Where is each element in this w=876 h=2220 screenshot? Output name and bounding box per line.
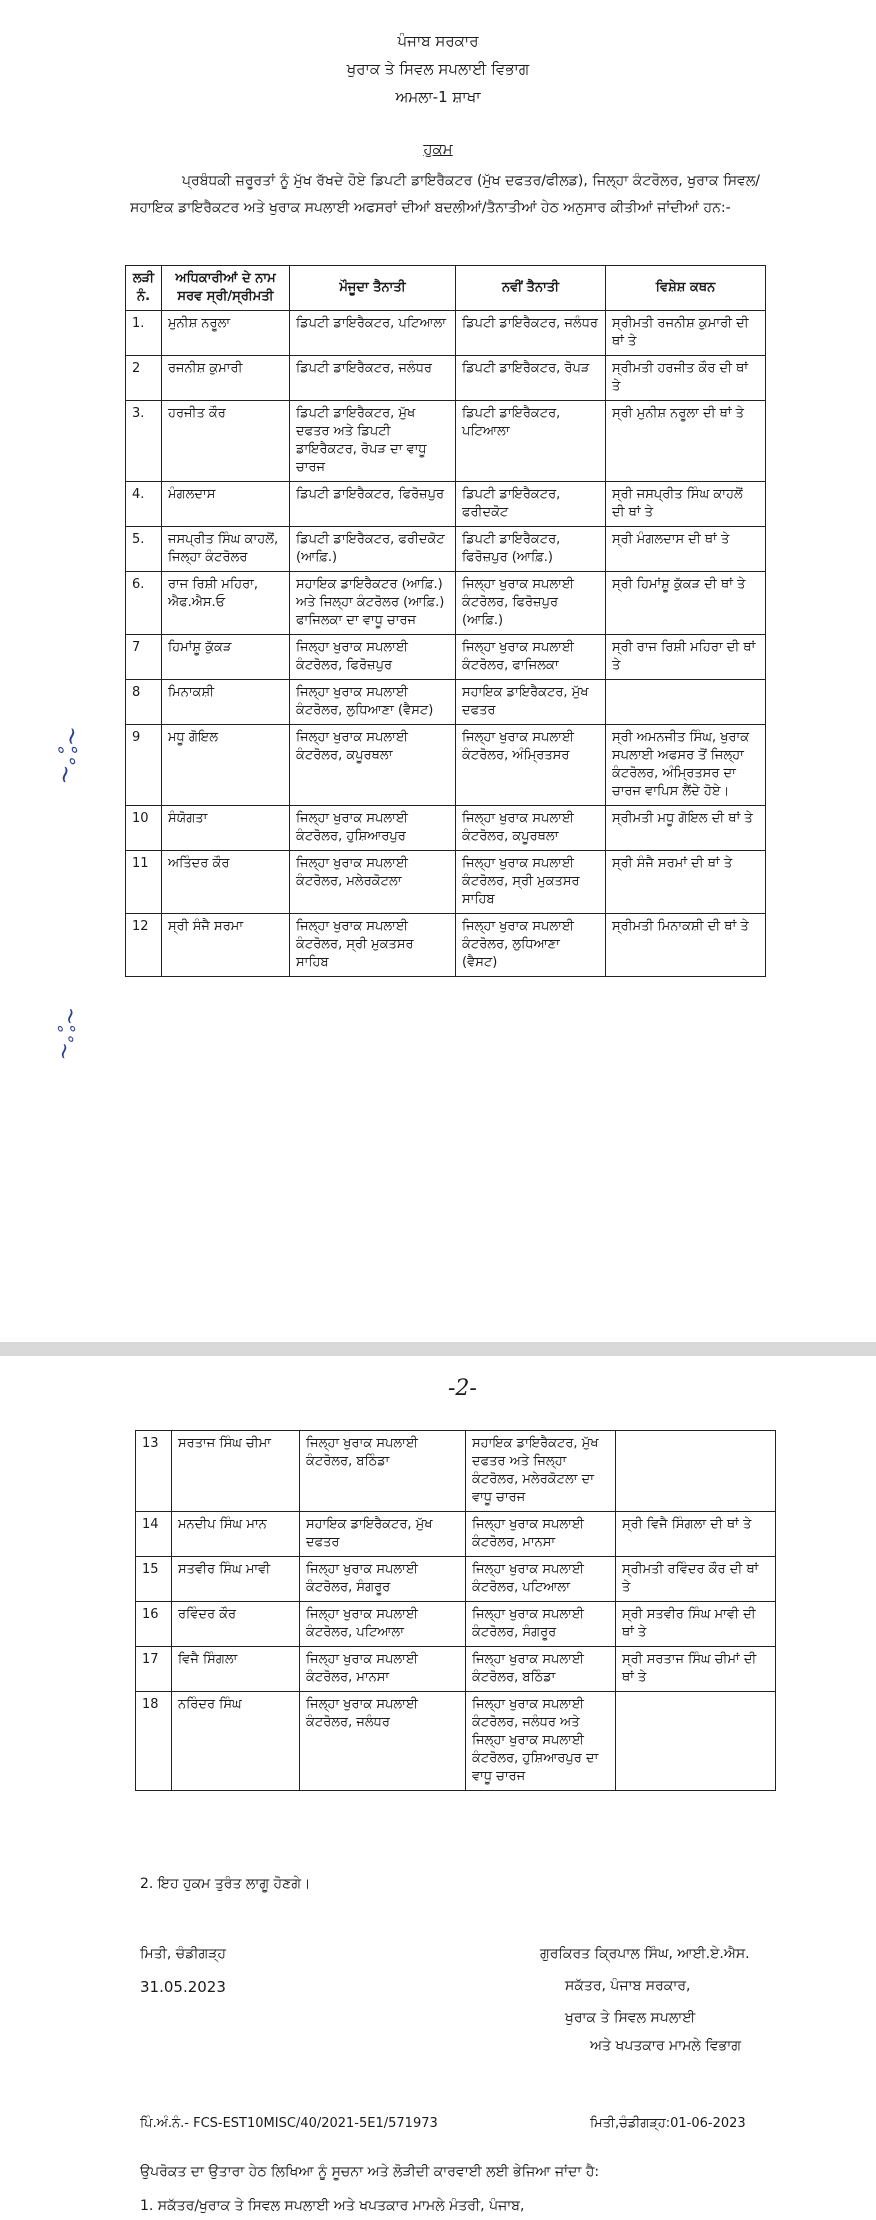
cell-name: ਮਿਨਾਕਸ਼ੀ [162, 680, 290, 725]
cell-name: ਅਤਿੰਦਰ ਕੌਰ [162, 851, 290, 914]
cell-new: ਡਿਪਟੀ ਡਾਇਰੈਕਟਰ, ਫਿਰੋਜ਼ਪੁਰ (ਆਫ਼ਿ.) [456, 527, 606, 572]
cell-remarks: ਸ੍ਰੀ ਸਤਵੀਰ ਸਿੰਘ ਮਾਵੀ ਦੀ ਥਾਂ ਤੇ [616, 1602, 776, 1647]
table-body-page1 [126, 311, 766, 977]
cell-sr: 18 [136, 1692, 172, 1791]
cell-current: ਜਿਲ੍ਹਾ ਖੁਰਾਕ ਸਪਲਾਈ ਕੰਟਰੋਲਰ, ਲੁਧਿਆਣਾ (ਵੈਸਟ) [290, 680, 456, 725]
table-row [126, 806, 766, 851]
cell-name: ਹਿਮਾਂਸ਼ੂ ਕੁੱਕੜ [162, 635, 290, 680]
table-row [126, 725, 766, 806]
cell-current: ਜਿਲ੍ਹਾ ਖੁਰਾਕ ਸਪਲਾਈ ਕੰਟਰੋਲਰ, ਪਟਿਆਲਾ [300, 1602, 466, 1647]
table-header-row [126, 266, 766, 311]
page-number: -2- [448, 1376, 477, 1401]
cell-sr: 16 [136, 1602, 172, 1647]
cell-new: ਡਿਪਟੀ ਡਾਇਰੈਕਟਰ, ਰੋਪੜ [456, 356, 606, 401]
department-name: ਖੁਰਾਕ ਤੇ ਸਿਵਲ ਸਪਲਾਈ ਵਿਭਾਗ [346, 60, 530, 78]
cell-name: ਰਵਿੰਦਰ ਕੌਰ [172, 1602, 300, 1647]
cell-remarks: ਸ੍ਰੀ ਮੁਨੀਸ਼ ਨਰੂਲਾ ਦੀ ਥਾਂ ਤੇ [606, 401, 766, 482]
cell-current: ਜਿਲ੍ਹਾ ਖੁਰਾਕ ਸਪਲਾਈ ਕੰਟਰੋਲਰ, ਸੰਗਰੂਰ [300, 1557, 466, 1602]
cell-sr: 14 [136, 1512, 172, 1557]
cell-name: ਮਨਦੀਪ ਸਿੰਘ ਮਾਨ [172, 1512, 300, 1557]
cell-sr: 15 [136, 1557, 172, 1602]
table-body-page2 [136, 1431, 776, 1791]
cell-new: ਜਿਲ੍ਹਾ ਖੁਰਾਕ ਸਪਲਾਈ ਕੰਟਰੋਲਰ, ਜਲੰਧਰ ਅਤੇ ਜਿਲ੍ਹਾ ਖੁਰਾਕ ਸਪਲਾਈ ਕੰਟਰੋਲਰ, ਹੁਸ਼ਿਆਰਪੁਰ ਦਾ ਵਾਧੂ ਚਾਰਜ [466, 1692, 616, 1791]
table-row [136, 1431, 776, 1512]
cell-new: ਜਿਲ੍ਹਾ ਖੁਰਾਕ ਸਪਲਾਈ ਕੰਟਰੋਲਰ, ਸ੍ਰੀ ਮੁਕਤਸਰ ਸਾਹਿਬ [456, 851, 606, 914]
cell-sr: 6. [126, 572, 162, 635]
cell-name: ਰਾਜ ਰਿਸ਼ੀ ਮਹਿਰਾ, ਐਫ.ਐਸ.ਓ [162, 572, 290, 635]
cell-new: ਡਿਪਟੀ ਡਾਇਰੈਕਟਰ, ਪਟਿਆਲਾ [456, 401, 606, 482]
cell-new: ਸਹਾਇਕ ਡਾਇਰੈਕਟਰ, ਮੁੱਖ ਦਫਤਰ [456, 680, 606, 725]
cell-remarks: ਸ੍ਰੀ ਰਾਜ ਰਿਸ਼ੀ ਮਹਿਰਾ ਦੀ ਥਾਂ ਤੇ [606, 635, 766, 680]
cell-remarks: ਸ੍ਰੀ ਹਿਮਾਂਸ਼ੂ ਕੁੱਕੜ ਦੀ ਥਾਂ ਤੇ [606, 572, 766, 635]
header-new: ਨਵੀਂ ਤੈਨਾਤੀ [456, 266, 606, 311]
table-row [126, 356, 766, 401]
cell-remarks: ਸ੍ਰੀ ਵਿਜੈ ਸਿੰਗਲਾ ਦੀ ਥਾਂ ਤੇ [616, 1512, 776, 1557]
handwritten-initials: ~ஃ~ [50, 1004, 85, 1063]
cell-sr: 3. [126, 401, 162, 482]
cell-new: ਡਿਪਟੀ ਡਾਇਰੈਕਟਰ, ਫਰੀਦਕੋਟ [456, 482, 606, 527]
header-name: ਅਧਿਕਾਰੀਆਂ ਦੇ ਨਾਮ ਸਰਵ ਸ੍ਰੀ/ਸ੍ਰੀਮਤੀ [162, 266, 290, 311]
transfer-table-page1 [125, 265, 766, 977]
table-row [126, 572, 766, 635]
cell-remarks [616, 1692, 776, 1791]
table-row [126, 482, 766, 527]
document-page-2 [0, 1356, 876, 2220]
cell-current: ਜਿਲ੍ਹਾ ਖੁਰਾਕ ਸਪਲਾਈ ਕੰਟਰੋਲਰ, ਫਿਰੋਜ਼ਪੁਰ [290, 635, 456, 680]
cell-current: ਜਿਲ੍ਹਾ ਖੁਰਾਕ ਸਪਲਾਈ ਕੰਟਰੋਲਰ, ਜਲੰਧਰ [300, 1692, 466, 1791]
cell-new: ਜਿਲ੍ਹਾ ਖੁਰਾਕ ਸਪਲਾਈ ਕੰਟਰੋਲਰ, ਸੰਗਰੂਰ [466, 1602, 616, 1647]
cell-name: ਰਜਨੀਸ਼ ਕੁਮਾਰੀ [162, 356, 290, 401]
cell-new: ਜਿਲ੍ਹਾ ਖੁਰਾਕ ਸਪਲਾਈ ਕੰਟਰੋਲਰ, ਪਟਿਆਲਾ [466, 1557, 616, 1602]
endorsement-date: ਮਿਤੀ,ਚੰਡੀਗੜ੍ਹ:01-06-2023 [590, 2116, 746, 2131]
cell-sr: 13 [136, 1431, 172, 1512]
order-date: 31.05.2023 [140, 1978, 226, 1996]
signatory-title: ਸਕੱਤਰ, ਪੰਜਾਬ ਸਰਕਾਰ, [565, 1978, 691, 1994]
cell-sr: 5. [126, 527, 162, 572]
cell-current: ਡਿਪਟੀ ਡਾਇਰੈਕਟਰ, ਜਲੰਧਰ [290, 356, 456, 401]
cell-new: ਜਿਲ੍ਹਾ ਖੁਰਾਕ ਸਪਲਾਈ ਕੰਟਰੋਲਰ, ਅੰਮ੍ਰਿਤਸਰ [456, 725, 606, 806]
table-row [126, 401, 766, 482]
table-row [136, 1692, 776, 1791]
forwarding-text: ਉਪਰੋਕਤ ਦਾ ਉਤਾਰਾ ਹੇਠ ਲਿਖਿਆ ਨੂੰ ਸੂਚਨਾ ਅਤੇ ਲੋੜੀਦੀ ਕਾਰਵਾਈ ਲਈ ਭੇਜਿਆ ਜਾਂਦਾ ਹੈ: [140, 2164, 600, 2180]
cell-name: ਹਰਜੀਤ ਕੌਰ [162, 401, 290, 482]
cell-new: ਡਿਪਟੀ ਡਾਇਰੈਕਟਰ, ਜਲੰਧਰ [456, 311, 606, 356]
cell-remarks [616, 1431, 776, 1512]
cell-remarks: ਸ੍ਰੀ ਜਸਪ੍ਰੀਤ ਸਿੰਘ ਕਾਹਲੋਂ ਦੀ ਥਾਂ ਤੇ [606, 482, 766, 527]
table-row [126, 851, 766, 914]
page-separator [0, 1342, 876, 1356]
cell-sr: 12 [126, 914, 162, 977]
signatory-title: ਖੁਰਾਕ ਤੇ ਸਿਵਲ ਸਪਲਾਈ [565, 2010, 696, 2026]
cell-remarks: ਸ੍ਰੀਮਤੀ ਹਰਜੀਤ ਕੌਰ ਦੀ ਥਾਂ ਤੇ [606, 356, 766, 401]
cell-sr: 7 [126, 635, 162, 680]
cell-current: ਡਿਪਟੀ ਡਾਇਰੈਕਟਰ, ਮੁੱਖ ਦਫਤਰ ਅਤੇ ਡਿਪਟੀ ਡਾਇਰੈਕਟਰ, ਰੋਪੜ ਦਾ ਵਾਧੂ ਚਾਰਜ [290, 401, 456, 482]
handwritten-initials: ~ஃ~ [49, 723, 87, 787]
branch-name: ਅਮਲਾ-1 ਸ਼ਾਖਾ [395, 88, 481, 106]
cell-name: ਮੁਨੀਸ਼ ਨਰੂਲਾ [162, 311, 290, 356]
order-title: ਹੁਕਮ [423, 140, 453, 158]
cell-name: ਜਸਪ੍ਰੀਤ ਸਿੰਘ ਕਾਹਲੋਂ, ਜਿਲ੍ਹਾ ਕੰਟਰੋਲਰ [162, 527, 290, 572]
forwarding-item-1: 1. ਸਕੱਤਰ/ਖੁਰਾਕ ਤੇ ਸਿਵਲ ਸਪਲਾਈ ਅਤੇ ਖਪਤਕਾਰ ਮਾਮਲੇ ਮੰਤਰੀ, ਪੰਜਾਬ, [140, 2198, 525, 2214]
cell-name: ਨਰਿੰਦਰ ਸਿੰਘ [172, 1692, 300, 1791]
cell-remarks: ਸ੍ਰੀ ਮੰਗਲਦਾਸ ਦੀ ਥਾਂ ਤੇ [606, 527, 766, 572]
header-sr: ਲੜੀ ਨੰ. [126, 266, 162, 311]
cell-current: ਜਿਲ੍ਹਾ ਖੁਰਾਕ ਸਪਲਾਈ ਕੰਟਰੋਲਰ, ਬਠਿੰਡਾ [300, 1431, 466, 1512]
cell-sr: 4. [126, 482, 162, 527]
cell-current: ਜਿਲ੍ਹਾ ਖੁਰਾਕ ਸਪਲਾਈ ਕੰਟਰੋਲਰ, ਸ੍ਰੀ ਮੁਕਤਸਰ ਸਾਹਿਬ [290, 914, 456, 977]
cell-remarks: ਸ੍ਰੀ ਸਰਤਾਜ ਸਿੰਘ ਚੀਮਾਂ ਦੀ ਥਾਂ ਤੇ [616, 1647, 776, 1692]
table-row [126, 635, 766, 680]
cell-new: ਜਿਲ੍ਹਾ ਖੁਰਾਕ ਸਪਲਾਈ ਕੰਟਰੋਲਰ, ਬਠਿੰਡਾ [466, 1647, 616, 1692]
signatory-name: ਗੁਰਕਿਰਤ ਕ੍ਰਿਪਾਲ ਸਿੰਘ, ਆਈ.ਏ.ਐਸ. [540, 1946, 750, 1962]
cell-sr: 9 [126, 725, 162, 806]
cell-name: ਸਰਤਾਜ ਸਿੰਘ ਚੀਮਾ [172, 1431, 300, 1512]
header-remarks: ਵਿਸ਼ੇਸ਼ ਕਥਨ [606, 266, 766, 311]
cell-name: ਸੰਯੋਗਤਾ [162, 806, 290, 851]
signatory-title: ਅਤੇ ਖਪਤਕਾਰ ਮਾਮਲੇ ਵਿਭਾਗ [590, 2038, 741, 2054]
cell-current: ਡਿਪਟੀ ਡਾਇਰੈਕਟਰ, ਫਰੀਦਕੋਟ (ਆਫ਼ਿ.) [290, 527, 456, 572]
cell-remarks: ਸ੍ਰੀ ਸੰਜੈ ਸਰਮਾਂ ਦੀ ਥਾਂ ਤੇ [606, 851, 766, 914]
cell-sr: 1. [126, 311, 162, 356]
cell-sr: 2 [126, 356, 162, 401]
table-row [136, 1557, 776, 1602]
cell-new: ਜਿਲ੍ਹਾ ਖੁਰਾਕ ਸਪਲਾਈ ਕੰਟਰੋਲਰ, ਲੁਧਿਆਣਾ (ਵੈਸਟ) [456, 914, 606, 977]
table-row [126, 914, 766, 977]
cell-remarks: ਸ੍ਰੀ ਅਮਨਜੀਤ ਸਿੰਘ, ਖੁਰਾਕ ਸਪਲਾਈ ਅਫਸਰ ਤੋਂ ਜਿਲ੍ਹਾ ਕੰਟਰੋਲਰ, ਅੰਮ੍ਰਿਤਸਰ ਦਾ ਚਾਰਜ ਵਾਪਿਸ ਲੈਂਦੇ ਹੋਏ। [606, 725, 766, 806]
cell-sr: 11 [126, 851, 162, 914]
cell-new: ਜਿਲ੍ਹਾ ਖੁਰਾਕ ਸਪਲਾਈ ਕੰਟਰੋਲਰ, ਫਿਰੋਜ਼ਪੁਰ (ਆਫ਼ਿ.) [456, 572, 606, 635]
cell-remarks: ਸ੍ਰੀਮਤੀ ਰਵਿੰਦਰ ਕੌਰ ਦੀ ਥਾਂ ਤੇ [616, 1557, 776, 1602]
cell-current: ਡਿਪਟੀ ਡਾਇਰੈਕਟਰ, ਪਟਿਆਲਾ [290, 311, 456, 356]
cell-name: ਵਿਜੈ ਸਿੰਗਲਾ [172, 1647, 300, 1692]
header-current: ਮੌਜੂਦਾ ਤੈਨਾਤੀ [290, 266, 456, 311]
table-row [136, 1512, 776, 1557]
cell-new: ਜਿਲ੍ਹਾ ਖੁਰਾਕ ਸਪਲਾਈ ਕੰਟਰੋਲਰ, ਫਾਜਿਲਕਾ [456, 635, 606, 680]
table-row [136, 1602, 776, 1647]
cell-remarks: ਸ੍ਰੀਮਤੀ ਰਜਨੀਸ਼ ਕੁਮਾਰੀ ਦੀ ਥਾਂ ਤੇ [606, 311, 766, 356]
cell-name: ਸ੍ਰੀ ਸੰਜੈ ਸਰਮਾ [162, 914, 290, 977]
govt-name: ਪੰਜਾਬ ਸਰਕਾਰ [397, 32, 479, 50]
cell-current: ਜਿਲ੍ਹਾ ਖੁਰਾਕ ਸਪਲਾਈ ਕੰਟਰੋਲਰ, ਕਪੂਰਥਲਾ [290, 725, 456, 806]
cell-new: ਜਿਲ੍ਹਾ ਖੁਰਾਕ ਸਪਲਾਈ ਕੰਟਰੋਲਰ, ਮਾਨਸਾ [466, 1512, 616, 1557]
endorsement-number: ਪਿੰ.ਅੰ.ਨੰ.- FCS-EST10MISC/40/2021-5E1/571973 [140, 2116, 438, 2131]
cell-name: ਮੰਗਲਦਾਸ [162, 482, 290, 527]
intro-paragraph: ਪ੍ਰਬੰਧਕੀ ਜ਼ਰੂਰਤਾਂ ਨੂੰ ਮੁੱਖ ਰੱਖਦੇ ਹੋਏ ਡਿਪਟੀ ਡਾਇਰੈਕਟਰ (ਮੁੱਖ ਦਫਤਰ/ਫੀਲਡ), ਜਿਲ੍ਹਾ ਕੰਟਰੋਲਰ, ਖੁਰਾਕ ਸਿਵਲ/ਸਹਾਇਕ ਡਾਇਰੈਕਟਰ ਅਤੇ ਖੁਰਾਕ ਸਪਲਾਈ ਅਫਸਰਾਂ ਦੀਆਂ ਬਦਲੀਆਂ/ਤੈਨਾਤੀਆਂ ਹੇਠ ਅਨੁਸਾਰ ਕੀਤੀਆਂ ਜਾਂਦੀਆਂ ਹਨ:- [130, 173, 760, 216]
cell-current: ਜਿਲ੍ਹਾ ਖੁਰਾਕ ਸਪਲਾਈ ਕੰਟਰੋਲਰ, ਹੁਸ਼ਿਆਰਪੁਰ [290, 806, 456, 851]
date-place-label: ਮਿਤੀ, ਚੰਡੀਗੜ੍ਹ [140, 1946, 227, 1962]
table-row [136, 1647, 776, 1692]
cell-current: ਜਿਲ੍ਹਾ ਖੁਰਾਕ ਸਪਲਾਈ ਕੰਟਰੋਲਰ, ਮਲੇਰਕੋਟਲਾ [290, 851, 456, 914]
cell-current: ਡਿਪਟੀ ਡਾਇਰੈਕਟਰ, ਫਿਰੋਜ਼ਪੁਰ [290, 482, 456, 527]
cell-name: ਮਧੂ ਗੋਇਲ [162, 725, 290, 806]
table-row [126, 680, 766, 725]
cell-remarks: ਸ੍ਰੀਮਤੀ ਮਿਨਾਕਸ਼ੀ ਦੀ ਥਾਂ ਤੇ [606, 914, 766, 977]
cell-current: ਜਿਲ੍ਹਾ ਖੁਰਾਕ ਸਪਲਾਈ ਕੰਟਰੋਲਰ, ਮਾਨਸਾ [300, 1647, 466, 1692]
cell-current: ਸਹਾਇਕ ਡਾਇਰੈਕਟਰ, ਮੁੱਖ ਦਫਤਰ [300, 1512, 466, 1557]
table-row [126, 527, 766, 572]
transfer-table-page2 [135, 1430, 776, 1791]
cell-current: ਸਹਾਇਕ ਡਾਇਰੈਕਟਰ (ਆਫ਼ਿ.) ਅਤੇ ਜਿਲ੍ਹਾ ਕੰਟਰੋਲਰ (ਆਫ਼ਿ.) ਫਾਜਿਲਕਾ ਦਾ ਵਾਧੂ ਚਾਰਜ [290, 572, 456, 635]
cell-sr: 17 [136, 1647, 172, 1692]
cell-new: ਜਿਲ੍ਹਾ ਖੁਰਾਕ ਸਪਲਾਈ ਕੰਟਰੋਲਰ, ਕਪੂਰਥਲਾ [456, 806, 606, 851]
cell-sr: 8 [126, 680, 162, 725]
cell-sr: 10 [126, 806, 162, 851]
cell-new: ਸਹਾਇਕ ਡਾਇਰੈਕਟਰ, ਮੁੱਖ ਦਫਤਰ ਅਤੇ ਜਿਲ੍ਹਾ ਕੰਟਰੋਲਰ, ਮਲੇਰਕੋਟਲਾ ਦਾ ਵਾਧੂ ਚਾਰਜ [466, 1431, 616, 1512]
table-row [126, 311, 766, 356]
cell-remarks: ਸ੍ਰੀਮਤੀ ਮਧੂ ਗੋਇਲ ਦੀ ਥਾਂ ਤੇ [606, 806, 766, 851]
order-clause-2: 2. ਇਹ ਹੁਕਮ ਤੁਰੰਤ ਲਾਗੂ ਹੋਣਗੇ। [140, 1876, 311, 1892]
cell-name: ਸਤਵੀਰ ਸਿੰਘ ਮਾਵੀ [172, 1557, 300, 1602]
cell-remarks [606, 680, 766, 725]
